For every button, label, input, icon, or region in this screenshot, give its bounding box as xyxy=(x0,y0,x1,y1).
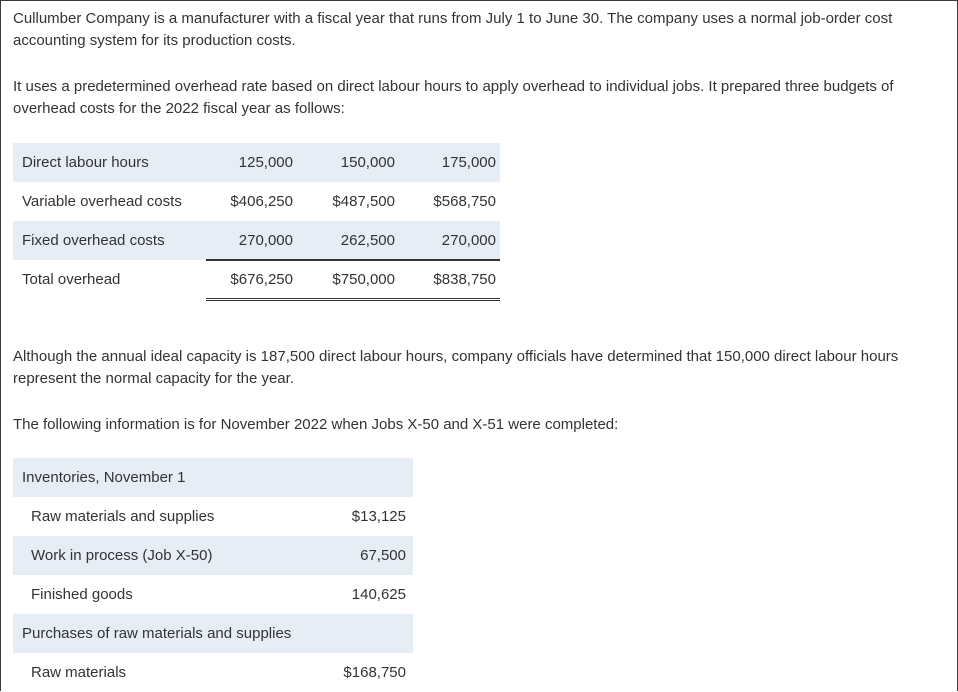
row-label: Finished goods xyxy=(31,586,133,603)
cell-budget-2: 150,000 xyxy=(296,143,398,182)
overhead-budget-table xyxy=(13,143,500,301)
table-row xyxy=(13,221,500,260)
row-label: Total overhead xyxy=(22,271,121,288)
table-row xyxy=(13,497,413,536)
row-value: $168,750 xyxy=(343,664,406,681)
row-label: Raw materials and supplies xyxy=(31,508,215,525)
row-label: Fixed overhead costs xyxy=(13,221,206,260)
cell-budget-3: $568,750 xyxy=(433,193,496,210)
inventory-table xyxy=(13,458,413,692)
table-row xyxy=(13,536,413,575)
row-value: 140,625 xyxy=(351,586,406,603)
table-row xyxy=(13,260,500,299)
cell-budget-3: 270,000 xyxy=(398,221,500,260)
table-row xyxy=(13,653,413,692)
table-row xyxy=(13,575,413,614)
capacity-paragraph: Although the annual ideal capacity is 187,500 direct labour hours, company officials have determined that 150,000 direct labour hours represent the normal capacity for the year. xyxy=(13,348,899,387)
table-row xyxy=(13,458,413,497)
row-label: Variable overhead costs xyxy=(22,193,182,210)
cell-budget-1: $676,250 xyxy=(206,260,296,299)
cell-budget-1: 270,000 xyxy=(206,221,296,260)
november-paragraph: The following information is for November 2022 when Jobs X-50 and X-51 were completed: xyxy=(13,416,619,433)
inventory-heading: Inventories, November 1 xyxy=(13,458,313,497)
purchases-heading: Purchases of raw materials and supplies xyxy=(13,614,313,653)
cell-budget-2: $750,000 xyxy=(296,260,398,299)
cell-budget-1: 125,000 xyxy=(206,143,296,182)
intro-paragraph-2: It uses a predetermined overhead rate based on direct labour hours to apply overhead to individual jobs. It prepared three budgets of overhead costs for the 2022 fiscal year as follows: xyxy=(13,78,894,117)
row-label: Raw materials xyxy=(31,664,127,681)
cell-budget-3: 175,000 xyxy=(398,143,500,182)
cell-budget-3: $838,750 xyxy=(398,260,500,299)
row-value: 67,500 xyxy=(313,536,413,575)
table-row xyxy=(13,143,500,182)
table-row xyxy=(13,614,413,653)
cell-budget-2: $487,500 xyxy=(332,193,395,210)
row-value: $13,125 xyxy=(351,508,406,525)
table-row xyxy=(13,182,500,221)
row-label: Work in process (Job X-50) xyxy=(13,536,313,575)
row-label: Direct labour hours xyxy=(13,143,206,182)
cell-budget-2: 262,500 xyxy=(296,221,398,260)
intro-paragraph-1: Cullumber Company is a manufacturer with a fiscal year that runs from July 1 to June 30. The company uses a normal job-order cost accounting system for its production costs. xyxy=(13,10,893,49)
cell-budget-1: $406,250 xyxy=(230,193,293,210)
